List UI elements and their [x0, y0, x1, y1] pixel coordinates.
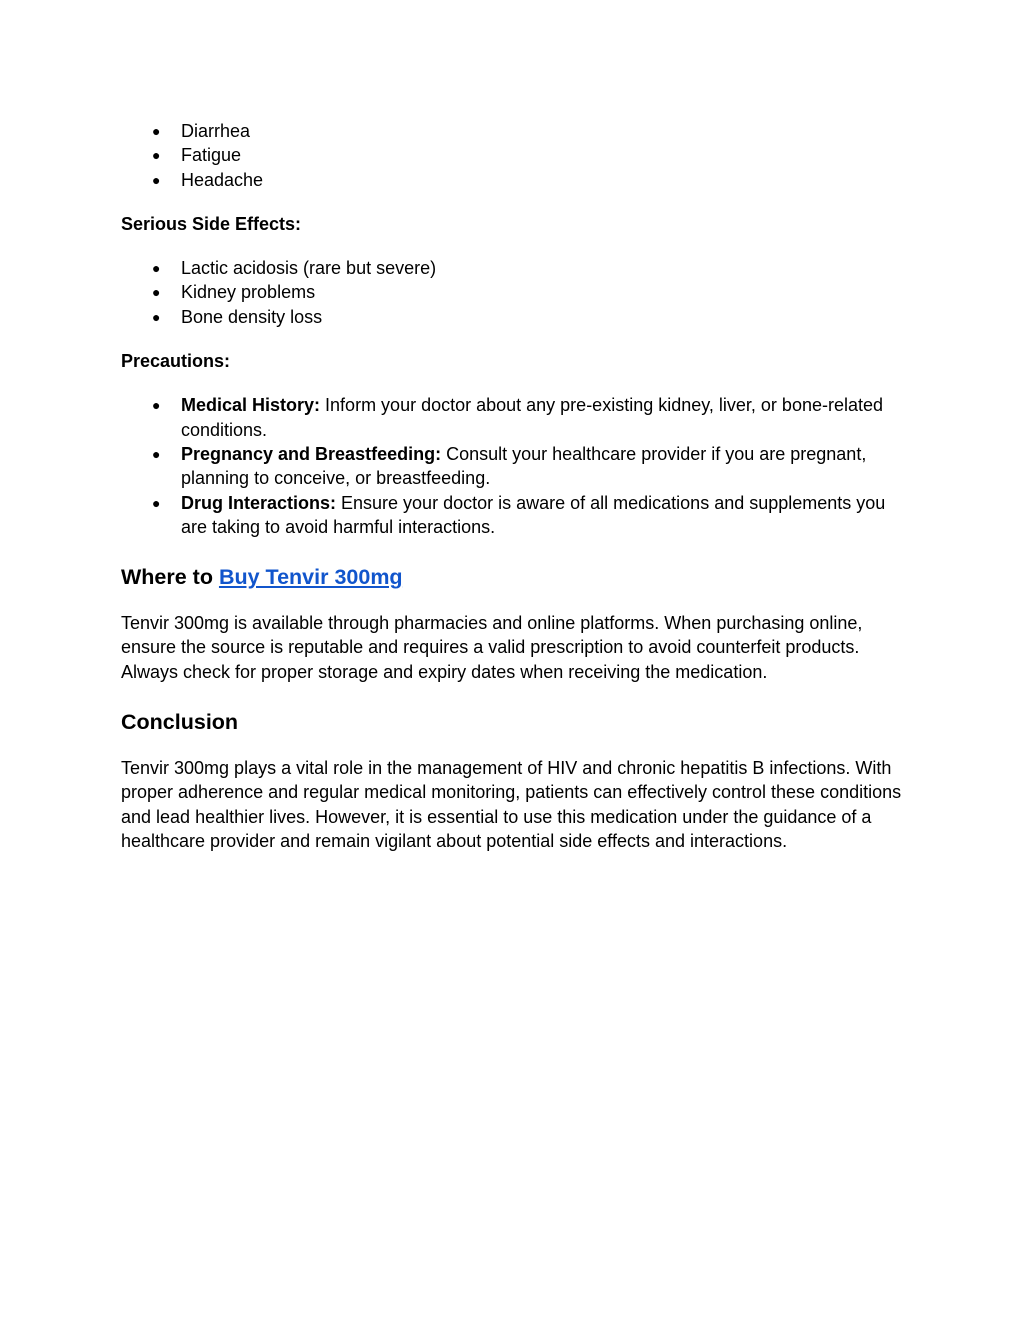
serious-side-effects-heading: Serious Side Effects:	[121, 213, 302, 234]
bullet-icon: ●	[152, 123, 161, 139]
list-item: ● Bone density loss	[121, 305, 911, 329]
precaution-label: Medical History:	[181, 395, 321, 416]
list-item	[121, 491, 911, 540]
list-item	[121, 393, 911, 442]
list-item: ● Fatigue	[121, 143, 911, 167]
buy-tenvir-link[interactable]: Buy Tenvir 300mg	[218, 565, 403, 590]
bullet-icon: ●	[152, 260, 161, 277]
bullet-icon: ●	[152, 171, 161, 188]
precautions-heading: Precautions:	[121, 351, 231, 372]
precaution-text: Ensure your doctor is aware of all medications and supplements you are taking to avoid harmful interactions.	[181, 492, 886, 537]
bullet-icon: ●	[152, 147, 161, 164]
precautions-list	[121, 393, 911, 539]
bullet-icon: ●	[152, 397, 161, 414]
precaution-text: Consult your healthcare provider if you are pregnant, planning to conceive, or breastfeeding.	[181, 443, 867, 489]
list-item: ● Diarrhea	[121, 119, 911, 143]
serious-side-effects-list	[121, 256, 911, 329]
list-item	[121, 442, 911, 491]
common-side-effects-list	[121, 119, 911, 192]
bullet-icon: ●	[152, 308, 161, 325]
bullet-icon: ●	[152, 494, 161, 511]
where-to-buy-paragraph: Tenvir 300mg is available through pharmacies and online platforms. When purchasing online, ensure the source is reputable and requires a valid prescription to avoid counterfeit products. Always check for proper storage and expiry dates when receiving the medication.	[121, 613, 863, 682]
list-item: ● Kidney problems	[121, 280, 911, 304]
bullet-icon: ●	[152, 284, 161, 301]
list-item: ● Lactic acidosis (rare but severe)	[121, 256, 911, 280]
list-item: ● Headache	[121, 168, 911, 192]
conclusion-heading: Conclusion	[121, 710, 239, 735]
precaution-text: Inform your doctor about any pre-existing kidney, liver, or bone-related conditions.	[181, 395, 884, 440]
document-page	[121, 119, 911, 853]
bullet-icon: ●	[152, 445, 161, 462]
where-to-buy-heading: Where to Buy Tenvir 300mg	[121, 565, 403, 590]
conclusion-paragraph: Tenvir 300mg plays a vital role in the management of HIV and chronic hepatitis B infections. With proper adherence and regular medical monitoring, patients can effectively control these conditions and lead healthier lives. However, it is essential to use this medication under the guidance of a healthcare provider and remain vigilant about potential side effects and interactions.	[121, 758, 902, 851]
precaution-label: Pregnancy and Breastfeeding:	[181, 443, 442, 464]
precaution-label: Drug Interactions:	[181, 492, 337, 513]
